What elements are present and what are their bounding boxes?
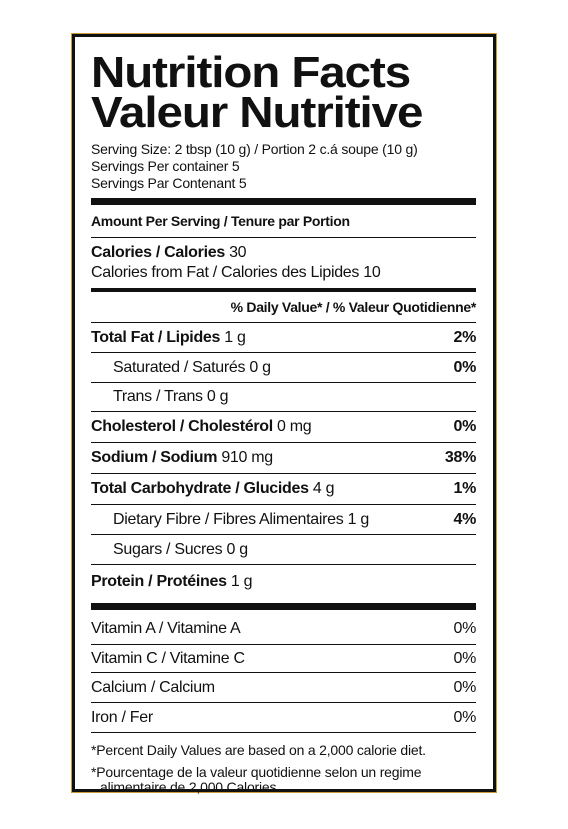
fibre-row bbox=[91, 504, 476, 534]
daily-value-header bbox=[91, 292, 476, 322]
calories-label: Calories / Calories bbox=[91, 244, 225, 261]
footnote-french: *Pourcentage de la valeur quotidienne selon un regime alimentaire de 2,000 Calories. bbox=[91, 764, 422, 795]
iron-pct: 0% bbox=[453, 708, 476, 726]
sugars-amount: 0 g bbox=[226, 540, 248, 558]
protein-label: Protein / Protéines bbox=[91, 573, 227, 590]
cholesterol-pct: 0% bbox=[453, 418, 476, 435]
fibre-amount: 1 g bbox=[347, 510, 369, 528]
total-fat-pct: 2% bbox=[453, 328, 476, 346]
total-fat-amount: 1 g bbox=[224, 328, 246, 346]
saturated-row bbox=[91, 352, 476, 382]
sodium-pct: 38% bbox=[444, 449, 476, 466]
sodium-label: Sodium / Sodium bbox=[91, 449, 218, 466]
iron-row bbox=[91, 702, 476, 733]
sugars-label: Sugars / Sucres bbox=[113, 540, 223, 558]
vitamin-c-pct: 0% bbox=[453, 649, 476, 667]
cholesterol-row bbox=[91, 411, 476, 442]
divider-thick-vitamins bbox=[91, 603, 476, 610]
title-french: Valeur Nutritive bbox=[91, 88, 423, 137]
protein-row bbox=[91, 564, 476, 599]
cholesterol-amount: 0 mg bbox=[277, 418, 312, 435]
saturated-pct: 0% bbox=[453, 358, 476, 376]
cholesterol-label: Cholesterol / Cholestérol bbox=[91, 418, 273, 435]
fibre-label: Dietary Fibre / Fibres Alimentaires bbox=[113, 510, 344, 528]
amount-header bbox=[91, 205, 476, 237]
calories-row bbox=[91, 243, 246, 263]
trans-label: Trans / Trans bbox=[113, 388, 203, 405]
total-fat-label: Total Fat / Lipides bbox=[91, 328, 221, 346]
carbohydrate-label: Total Carbohydrate / Glucides bbox=[91, 480, 309, 497]
daily-value-header-text: % Daily Value* / % Valeur Quotidienne* bbox=[230, 299, 476, 315]
servings-par-contenant: Servings Par Contenant 5 bbox=[91, 175, 247, 191]
calories-from-fat: Calories from Fat / Calories des Lipides 10 bbox=[91, 264, 381, 281]
amount-header-text: Amount Per Serving / Tenure par Portion bbox=[91, 213, 350, 229]
footnote-english: *Percent Daily Values are based on a 2,000 calorie diet. bbox=[91, 742, 426, 758]
sugars-row bbox=[91, 534, 476, 564]
saturated-label: Saturated / Saturés bbox=[113, 358, 246, 376]
protein-amount: 1 g bbox=[230, 573, 253, 590]
serving-info bbox=[91, 141, 476, 192]
title-english: Nutrition Facts bbox=[91, 48, 411, 97]
carbohydrate-amount: 4 g bbox=[312, 480, 335, 497]
calories-value: 30 bbox=[229, 244, 247, 261]
calcium-label: Calcium / Calcium bbox=[91, 678, 215, 696]
vitamin-a-row bbox=[91, 614, 476, 644]
vitamin-c-label: Vitamin C / Vitamine C bbox=[91, 649, 245, 667]
sodium-amount: 910 mg bbox=[221, 449, 273, 466]
nutrition-facts-label bbox=[72, 34, 496, 795]
fibre-pct: 4% bbox=[453, 510, 476, 528]
calcium-pct: 0% bbox=[453, 678, 476, 696]
vitamin-a-label: Vitamin A / Vitamine A bbox=[91, 620, 241, 637]
footnotes bbox=[91, 743, 476, 795]
total-fat-row bbox=[91, 322, 476, 352]
carbohydrate-pct: 1% bbox=[453, 480, 476, 497]
saturated-amount: 0 g bbox=[249, 358, 271, 376]
calcium-row bbox=[91, 672, 476, 702]
carbohydrate-row bbox=[91, 473, 476, 504]
trans-amount: 0 g bbox=[206, 388, 229, 405]
trans-row bbox=[91, 382, 476, 411]
calories-block bbox=[91, 237, 476, 288]
vitamin-a-pct: 0% bbox=[453, 620, 476, 637]
divider-thick bbox=[91, 198, 476, 205]
serving-size: Serving Size: 2 tbsp (10 g) / Portion 2 c.á soupe (10 g) bbox=[91, 141, 418, 157]
sodium-row bbox=[91, 442, 476, 473]
vitamin-c-row bbox=[91, 644, 476, 672]
servings-per-container: Servings Per container 5 bbox=[91, 158, 240, 174]
iron-label: Iron / Fer bbox=[91, 708, 153, 726]
